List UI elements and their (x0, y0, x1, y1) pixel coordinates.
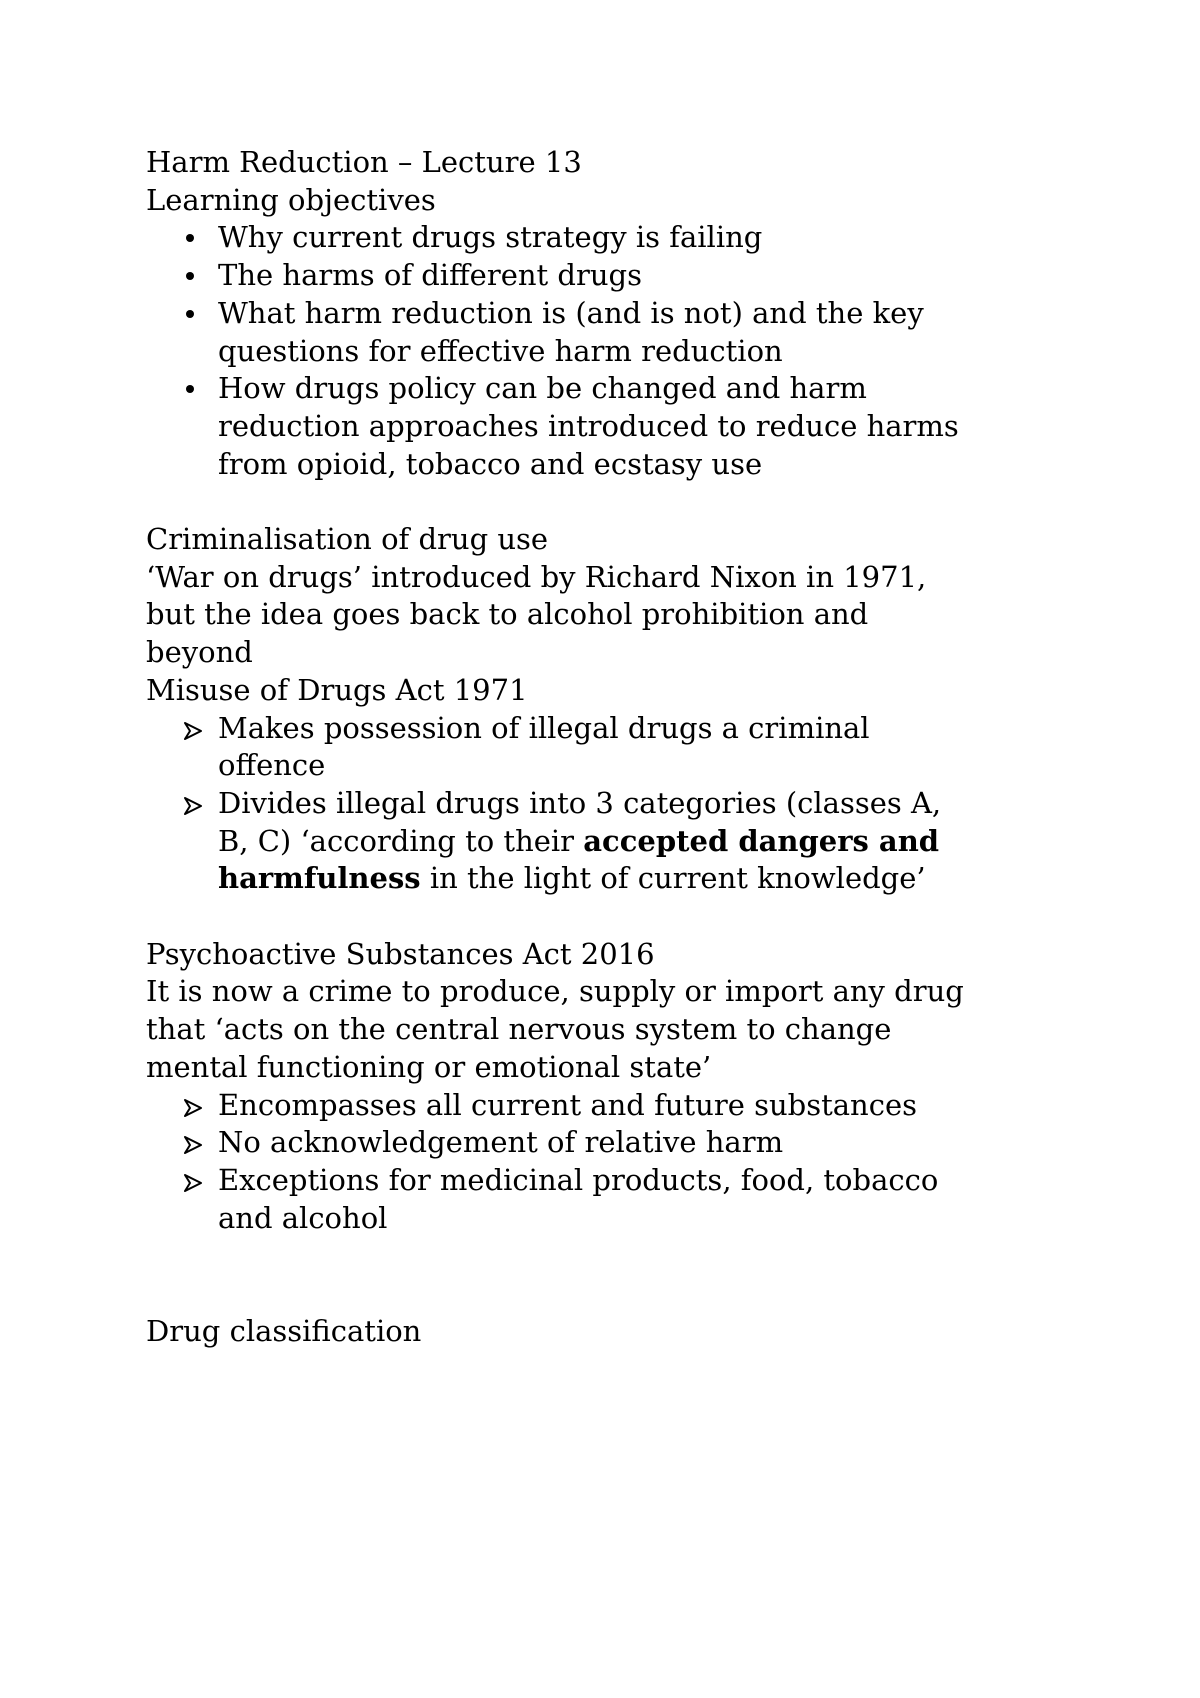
psychoactive-paragraph-line: mental functioning or emotional state’ (146, 1049, 712, 1084)
misuse-act-points (146, 710, 1106, 899)
misuse-act-heading: Misuse of Drugs Act 1971 (146, 672, 528, 707)
criminalisation-paragraph-line: but the idea goes back to alcohol prohibition and (146, 597, 869, 632)
bullet-dot-icon (182, 370, 212, 408)
document-title: Harm Reduction – Lecture 13 (146, 145, 582, 179)
list-item: Exceptions for medicinal products, food, tobacco and alcohol (146, 1162, 1106, 1237)
bullet-dot-icon (182, 219, 212, 257)
list-item: Divides illegal drugs into 3 categories (classes A, B, C) ‘according to their accepted dangers and harmfulness in the light of current knowledge’ (146, 785, 1106, 898)
arrow-bullet-icon (182, 1162, 212, 1200)
list-item: Makes possession of illegal drugs a criminal offence (146, 710, 1106, 785)
objectives-heading: Learning objectives (146, 182, 436, 217)
bullet-dot-icon (182, 295, 212, 333)
criminalisation-paragraph-line: beyond (146, 635, 253, 670)
arrow-bullet-icon (182, 1087, 212, 1125)
criminalisation-heading: Criminalisation of drug use (146, 522, 549, 557)
psychoactive-heading: Psychoactive Substances Act 2016 (146, 936, 655, 971)
psychoactive-paragraph-line: It is now a crime to produce, supply or import any drug (146, 974, 964, 1009)
arrow-bullet-icon (182, 710, 212, 748)
psychoactive-paragraph-line: that ‘acts on the central nervous system to change (146, 1012, 892, 1047)
list-item: No acknowledgement of relative harm (146, 1124, 1106, 1162)
bullet-dot-icon (182, 257, 212, 295)
psychoactive-points (146, 1087, 1106, 1238)
arrow-bullet-icon (182, 785, 212, 823)
list-item: How drugs policy can be changed and harm reduction approaches introduced to reduce harms from opioid, tobacco and ecstasy use (146, 370, 1106, 483)
spacer (146, 898, 1106, 936)
document-page (146, 144, 1106, 1350)
list-item: Why current drugs strategy is failing (146, 219, 1106, 257)
criminalisation-paragraph-line: ‘War on drugs’ introduced by Richard Nixon in 1971, (146, 559, 927, 594)
list-item: What harm reduction is (and is not) and the key questions for effective harm reduction (146, 295, 1106, 370)
drug-classification-heading: Drug classification (146, 1313, 422, 1348)
arrow-bullet-icon (182, 1124, 212, 1162)
bold-phrase: accepted dangers and (583, 823, 940, 858)
spacer (146, 1237, 1106, 1312)
list-item: The harms of different drugs (146, 257, 1106, 295)
list-item: Encompasses all current and future substances (146, 1087, 1106, 1125)
bold-phrase: harmfulness (218, 861, 421, 896)
spacer (146, 483, 1106, 521)
objectives-list (146, 219, 1106, 483)
